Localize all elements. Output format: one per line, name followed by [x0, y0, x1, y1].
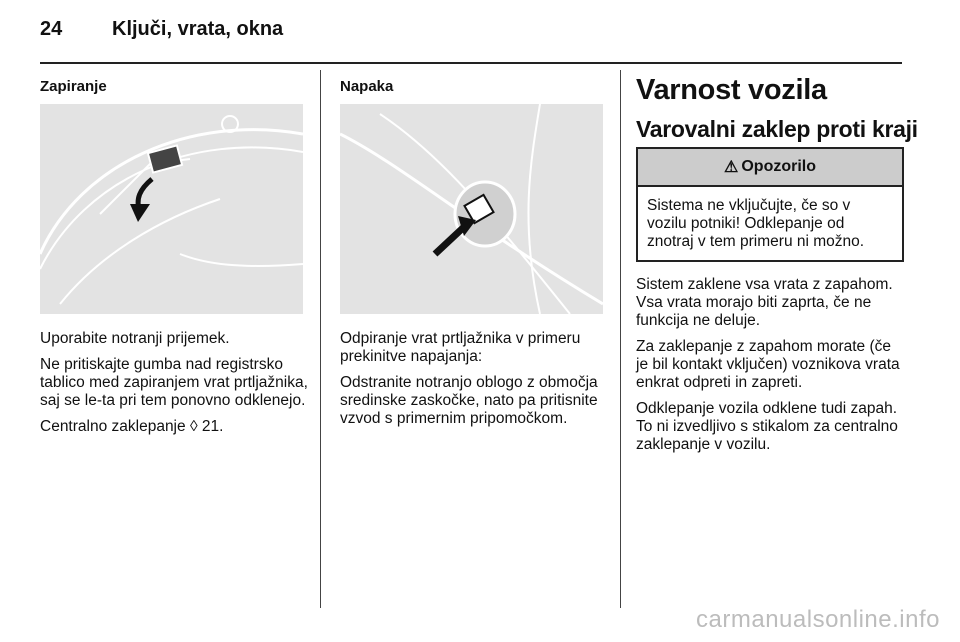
header-rule: [40, 62, 902, 64]
paragraph: Odstranite notranjo oblogo z območja sredinske zaskočke, nato pa pritisnite vzvod s primernim pripomočkom.: [340, 374, 598, 427]
paragraph: Uporabite notranji prijemek.: [40, 330, 230, 347]
ref-arrow-icon: ◊: [189, 418, 198, 435]
page-number: 24: [40, 18, 63, 40]
section-heading-napaka: Napaka: [340, 78, 394, 95]
col3-body: [636, 276, 906, 462]
col1-body: [40, 330, 308, 444]
warning-header: [638, 149, 902, 187]
tailgate-closing-illustration: [40, 104, 303, 314]
section-heading-zapiranje: Zapiranje: [40, 78, 107, 95]
ref-text: Centralno zaklepanje: [40, 418, 186, 435]
warning-box: [636, 147, 904, 262]
section-title: Varnost vozila: [636, 74, 827, 106]
paragraph: Odpiranje vrat prtljažnika v primeru prekinitve napajanja:: [340, 330, 581, 365]
cross-reference: [40, 418, 308, 436]
paragraph: Za zaklepanje z zapahom morate (če je bil kontakt vključen) voznikova vrata enkrat odpreti in zapreti.: [636, 338, 900, 391]
warning-text: Sistema ne vključujte, če so v vozilu potniki! Odklepanje od znotraj v tem primeru ni možno.: [647, 197, 865, 250]
page-header: [40, 18, 283, 41]
chapter-title: Ključi, vrata, okna: [112, 18, 284, 40]
warning-icon: ⚠: [724, 159, 739, 176]
figure-emergency-release: [340, 104, 603, 314]
emergency-release-illustration: [340, 104, 603, 314]
figure-tailgate-closing: [40, 104, 303, 314]
column-divider-1: [320, 70, 321, 608]
section-subtitle: Varovalni zaklep proti kraji: [636, 116, 918, 142]
warning-label: Opozorilo: [741, 158, 816, 175]
paragraph: Odklepanje vozila odklene tudi zapah. To ni izvedljivo s stikalom za centralno zaklepanje v vozilu.: [636, 400, 898, 453]
paragraph: Ne pritiskajte gumba nad registrsko tablico med zapiranjem vrat prtljažnika, saj se le-ta pri tem ponovno odklenejo.: [40, 356, 308, 409]
ref-page: 21.: [201, 418, 224, 435]
watermark: carmanualsonline.info: [696, 606, 940, 633]
column-divider-2: [620, 70, 621, 608]
col2-body: [340, 330, 610, 436]
paragraph: Sistem zaklene vsa vrata z zapahom. Vsa vrata morajo biti zaprta, če ne funkcija ne deluje.: [636, 276, 893, 329]
